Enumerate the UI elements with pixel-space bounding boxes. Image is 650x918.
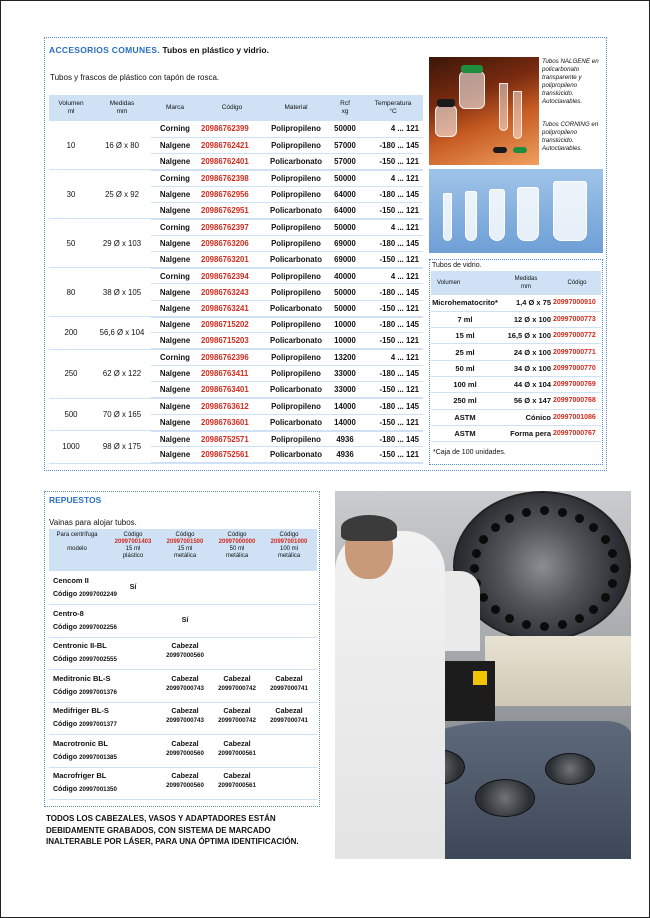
cell-temp: -180 ... 145 <box>363 365 423 381</box>
rep-cell: Cabezal 20997000742 <box>218 673 256 692</box>
cell-medidas: 25 Ø x 92 <box>93 170 151 219</box>
table-row <box>49 219 423 235</box>
rotor-hole-image <box>479 535 488 544</box>
cell-rcf: 13200 <box>327 349 363 365</box>
cell-marca: Nalgene <box>151 414 199 430</box>
cell-temp: -150 ... 121 <box>363 300 423 316</box>
cell-material: Polipropileno <box>265 365 327 381</box>
cell-codigo: 20986762421 <box>199 137 265 153</box>
cell-marca: Nalgene <box>151 284 199 300</box>
glass-tubes-note: *Caja de 100 unidades. <box>433 449 506 456</box>
cell-codigo: 20986763411 <box>199 365 265 381</box>
centrifuge-code: Código 20997001385 <box>53 753 117 761</box>
cell-codigo: 20997001086 <box>553 409 601 425</box>
rep-cell: Cabezal 20997000741 <box>270 673 308 692</box>
cell-volumen: 1000 <box>49 431 93 464</box>
centrifuge-model: Medifriger BL-S <box>53 706 109 715</box>
centrifuge-model: Macrotronic BL <box>53 738 109 748</box>
th-volumen: Volumen <box>431 271 499 295</box>
cell-medidas: 34 Ø x 100 <box>499 360 553 376</box>
cap-image <box>437 99 455 107</box>
rep-cell: Cabezal 20997000561 <box>218 738 256 757</box>
corning-tubes-photo <box>429 169 603 253</box>
rep-cell: Cabezal 20997000560 <box>166 738 204 757</box>
table-row <box>49 703 317 735</box>
th-volumen: Volumen ml <box>49 95 93 121</box>
rep-cell: Cabezal 20997000743 <box>166 706 204 724</box>
table-row <box>49 398 423 414</box>
cell-volumen: 250 <box>49 349 93 398</box>
corning-caption: Tubos CORNING en polipropileno translúcido. Autoclavables. <box>542 121 599 152</box>
cell-codigo: 20997000910 <box>553 295 601 311</box>
rotor-hole-image <box>522 620 531 629</box>
tube-image <box>465 191 477 241</box>
rotor-hole-image <box>472 549 481 558</box>
section-title-rest: Tubos en plástico y vidrio. <box>160 45 269 55</box>
cell-medidas: Forma pera <box>499 425 553 441</box>
cell-material: Polipropileno <box>265 349 327 365</box>
rep-cell: Cabezal 20997000741 <box>270 706 308 724</box>
rep-cell: Cabezal 20997000561 <box>218 771 256 789</box>
cell-temp: 4 ... 121 <box>363 170 423 186</box>
cell-temp: 4 ... 121 <box>363 349 423 365</box>
table-row <box>49 349 423 365</box>
cell-medidas: Cónico <box>499 409 553 425</box>
table-row <box>49 736 317 768</box>
cell-codigo: 20986763206 <box>199 235 265 251</box>
rotor-hole-image <box>601 593 610 602</box>
cell-rcf: 50000 <box>327 121 363 137</box>
table-row <box>431 311 601 327</box>
cell-temp: -150 ... 121 <box>363 447 423 463</box>
tube-image <box>513 91 522 139</box>
centrifuge-model: Macrofriger BL <box>53 771 107 780</box>
cell-rcf: 40000 <box>327 268 363 284</box>
section-title <box>49 45 269 55</box>
cell-codigo: 20986762396 <box>199 349 265 365</box>
glass-tubes-table <box>431 271 601 442</box>
cell-codigo: 20986762956 <box>199 186 265 202</box>
th-codigo: Código <box>553 271 601 295</box>
cell-material: Polipropileno <box>265 431 327 447</box>
cell-volumen: 80 <box>49 268 93 317</box>
rep-cell: Cabezal 20997000560 <box>166 771 204 789</box>
rotor-hole-image <box>479 593 488 602</box>
cell-rcf: 4936 <box>327 431 363 447</box>
cell-rcf: 64000 <box>327 202 363 218</box>
cell-medidas: 62 Ø x 122 <box>93 349 151 398</box>
cell-marca: Nalgene <box>151 251 199 267</box>
table-row <box>49 121 423 137</box>
rotor-hole-image <box>505 514 514 523</box>
rep-head-label: Para centrífuga modelo <box>56 532 98 552</box>
rotor-hole-image <box>608 579 617 588</box>
cell-codigo: 20997000772 <box>553 328 601 344</box>
cell-marca: Nalgene <box>151 186 199 202</box>
cell-marca: Nalgene <box>151 154 199 170</box>
tube-image <box>553 181 587 241</box>
cell-temp: -150 ... 121 <box>363 333 423 349</box>
cell-rcf: 14000 <box>327 398 363 414</box>
cell-medidas: 98 Ø x 175 <box>93 431 151 464</box>
cell-codigo: 20986763401 <box>199 382 265 398</box>
table-row <box>49 317 423 333</box>
rep-cell: Cabezal 20997000742 <box>218 706 256 724</box>
cell-volumen: 25 ml <box>431 344 499 360</box>
cell-codigo: 20986763241 <box>199 300 265 316</box>
tube-image <box>489 189 505 241</box>
centrifuge-code: Código 20997001350 <box>53 786 117 793</box>
cell-medidas: 1,4 Ø x 75 <box>499 295 553 311</box>
cell-rcf: 4936 <box>327 447 363 463</box>
rotor-hole-image <box>610 564 619 573</box>
rep-head-col: Código 20997001500 15 ml metálica <box>166 532 204 559</box>
rep-cell: Sí <box>129 582 137 591</box>
cell-material: Polipropileno <box>265 137 327 153</box>
cell-volumen: Microhematocrito* <box>431 295 499 311</box>
cell-material: Polipropileno <box>265 219 327 235</box>
cell-medidas: 12 Ø x 100 <box>499 311 553 327</box>
table-row <box>431 328 601 344</box>
cell-volumen: ASTM <box>431 409 499 425</box>
cell-volumen: 200 <box>49 317 93 350</box>
cell-volumen: 10 <box>49 121 93 170</box>
rotor-hole-image <box>522 508 531 517</box>
cell-marca: Nalgene <box>151 382 199 398</box>
cell-codigo: 20997000768 <box>553 393 601 409</box>
cell-material: Polipropileno <box>265 186 327 202</box>
cell-material: Policarbonato <box>265 447 327 463</box>
table-row <box>431 360 601 376</box>
cell-volumen: 15 ml <box>431 328 499 344</box>
cell-medidas: 16,5 Ø x 100 <box>499 328 553 344</box>
cell-material: Polipropileno <box>265 268 327 284</box>
centrifuge-code: Código 20997002555 <box>53 656 117 663</box>
cell-volumen: 30 <box>49 170 93 219</box>
cell-marca: Corning <box>151 268 199 284</box>
rotor-hole-image <box>491 605 500 614</box>
scientist-image <box>335 531 445 859</box>
cell-volumen: 50 ml <box>431 360 499 376</box>
cell-volumen: 7 ml <box>431 311 499 327</box>
cell-temp: -150 ... 121 <box>363 414 423 430</box>
cell-medidas: 24 Ø x 100 <box>499 344 553 360</box>
cell-temp: -180 ... 145 <box>363 398 423 414</box>
cell-codigo: 20986762397 <box>199 219 265 235</box>
cell-codigo: 20986752571 <box>199 431 265 447</box>
cell-marca: Nalgene <box>151 317 199 333</box>
cell-codigo: 20986762399 <box>199 121 265 137</box>
cell-temp: 4 ... 121 <box>363 268 423 284</box>
cell-temp: -180 ... 145 <box>363 284 423 300</box>
cell-medidas: 16 Ø x 80 <box>93 121 151 170</box>
cell-marca: Nalgene <box>151 447 199 463</box>
th-material: Material <box>265 95 327 121</box>
rotor-hole-image <box>558 508 567 517</box>
table-row <box>49 671 317 703</box>
rotor-hole-image <box>470 564 479 573</box>
cell-material: Policarbonato <box>265 300 327 316</box>
cell-codigo: 20997000769 <box>553 376 601 392</box>
cell-medidas: 70 Ø x 165 <box>93 398 151 431</box>
repuestos-subtitle: Vainas para alojar tubos. <box>49 518 137 527</box>
centrifuge-code: Código 20997001376 <box>53 688 117 696</box>
cell-rcf: 50000 <box>327 300 363 316</box>
rep-head-col: Código 20997000000 50 ml metálica <box>218 532 256 559</box>
cell-volumen: 500 <box>49 398 93 431</box>
cell-codigo: 20997000771 <box>553 344 601 360</box>
cell-codigo: 20997000773 <box>553 311 601 327</box>
nalgene-tubes-photo <box>429 57 539 165</box>
table-row <box>431 409 601 425</box>
cell-marca: Nalgene <box>151 365 199 381</box>
cell-temp: 4 ... 121 <box>363 121 423 137</box>
section-title-highlight: ACCESORIOS COMUNES. <box>49 45 161 55</box>
rotor-hole-image <box>589 605 598 614</box>
cell-codigo: 20997000770 <box>553 360 601 376</box>
cell-rcf: 50000 <box>327 284 363 300</box>
cell-material: Polipropileno <box>265 317 327 333</box>
cell-codigo: 20997000767 <box>553 425 601 441</box>
cell-medidas: 44 Ø x 104 <box>499 376 553 392</box>
cell-codigo: 20986762398 <box>199 170 265 186</box>
rotor-hole-image <box>601 535 610 544</box>
centrifuge-code: Código 20997001377 <box>53 721 117 728</box>
cell-material: Policarbonato <box>265 414 327 430</box>
tube-image <box>517 187 539 241</box>
rotor-hole-image <box>491 523 500 532</box>
th-temperatura: Temperatura °C <box>363 95 423 121</box>
cell-medidas: 38 Ø x 105 <box>93 268 151 317</box>
table-row <box>49 170 423 186</box>
rep-cell: Cabezal 20997000743 <box>166 673 204 692</box>
cell-rcf: 33000 <box>327 382 363 398</box>
cell-material: Policarbonato <box>265 333 327 349</box>
centrifuge-model: Centronic II-BL <box>53 641 107 650</box>
rotor-hole-image <box>505 614 514 623</box>
table-header-row <box>431 271 601 295</box>
cell-marca: Nalgene <box>151 137 199 153</box>
table-row <box>431 295 601 311</box>
cell-volumen: 250 ml <box>431 393 499 409</box>
cell-material: Polipropileno <box>265 284 327 300</box>
bottle-image <box>435 105 457 137</box>
cell-volumen: 50 <box>49 219 93 268</box>
cell-marca: Nalgene <box>151 398 199 414</box>
table-row <box>431 393 601 409</box>
cap-image <box>493 147 507 153</box>
cell-temp: -150 ... 121 <box>363 202 423 218</box>
cell-rcf: 64000 <box>327 186 363 202</box>
th-medidas: Medidas mm <box>499 271 553 295</box>
cell-temp: -150 ... 121 <box>363 154 423 170</box>
rotor-image <box>475 779 535 817</box>
tube-image <box>443 193 452 241</box>
cell-codigo: 20986763612 <box>199 398 265 414</box>
cell-marca: Corning <box>151 219 199 235</box>
cell-codigo: 20986752561 <box>199 447 265 463</box>
centrifuge-model: Centro-8 <box>53 608 84 618</box>
cell-rcf: 57000 <box>327 137 363 153</box>
cell-material: Polipropileno <box>265 170 327 186</box>
cell-material: Policarbonato <box>265 251 327 267</box>
cell-codigo: 20986762401 <box>199 154 265 170</box>
cap-image <box>513 147 527 153</box>
engraving-note: TODOS LOS CABEZALES, VASOS Y ADAPTADORES ESTÁN DEBIDAMENTE GRABADOS, CON SISTEMA DE MARCADO INALTERABLE POR LÁSER, PARA UNA ÓPTIMA IDENTIFICACIÓN. <box>46 814 299 846</box>
cell-marca: Nalgene <box>151 300 199 316</box>
table-row <box>49 638 317 670</box>
cell-temp: 4 ... 121 <box>363 219 423 235</box>
table-header-row <box>49 95 423 121</box>
table-row <box>431 425 601 441</box>
rep-head-col: Código 20997001000 100 ml metálica <box>270 532 308 559</box>
table-row <box>49 573 317 605</box>
cell-medidas: 56,6 Ø x 104 <box>93 317 151 350</box>
cell-rcf: 10000 <box>327 333 363 349</box>
centrifuge-code: Código 20997002249 <box>53 591 117 598</box>
cell-marca: Nalgene <box>151 235 199 251</box>
rep-cell: Cabezal 20997000560 <box>166 641 204 659</box>
th-codigo: Código <box>199 95 265 121</box>
cell-temp: -180 ... 145 <box>363 431 423 447</box>
cell-marca: Corning <box>151 349 199 365</box>
cell-temp: -180 ... 145 <box>363 235 423 251</box>
table-row <box>431 376 601 392</box>
table-row <box>49 268 423 284</box>
rotor-hole-image <box>540 622 549 631</box>
cell-marca: Corning <box>151 121 199 137</box>
cell-rcf: 14000 <box>327 414 363 430</box>
cell-codigo: 20986763201 <box>199 251 265 267</box>
cell-marca: Nalgene <box>151 431 199 447</box>
cell-rcf: 33000 <box>327 365 363 381</box>
laboratory-photo <box>335 491 631 859</box>
glass-tubes-title: Tubos de vidrio. <box>432 262 482 269</box>
plastic-tubes-table <box>49 95 423 464</box>
rotor-hole-image <box>589 523 598 532</box>
cell-rcf: 10000 <box>327 317 363 333</box>
cell-marca: Nalgene <box>151 333 199 349</box>
cell-material: Polipropileno <box>265 235 327 251</box>
table-row <box>431 344 601 360</box>
cell-codigo: 20986715202 <box>199 317 265 333</box>
bottle-image <box>459 71 485 109</box>
cell-material: Policarbonato <box>265 382 327 398</box>
cell-temp: -180 ... 145 <box>363 186 423 202</box>
cell-rcf: 69000 <box>327 251 363 267</box>
cell-temp: -180 ... 145 <box>363 137 423 153</box>
rotor-image <box>545 753 595 785</box>
rotor-hole-image <box>575 514 584 523</box>
centrifuge-model: Meditronic BL-S <box>53 673 111 683</box>
cell-volumen: 100 ml <box>431 376 499 392</box>
cell-temp: -180 ... 145 <box>363 317 423 333</box>
th-marca: Marca <box>151 95 199 121</box>
cell-medidas: 56 Ø x 147 <box>499 393 553 409</box>
cell-material: Policarbonato <box>265 154 327 170</box>
cell-material: Policarbonato <box>265 202 327 218</box>
scientist-hair-image <box>341 515 397 541</box>
cell-material: Polipropileno <box>265 398 327 414</box>
rep-cell: Sí <box>181 614 189 624</box>
cell-marca: Nalgene <box>151 202 199 218</box>
cell-rcf: 69000 <box>327 235 363 251</box>
centrifuge-image <box>485 636 631 706</box>
table-row <box>49 768 317 800</box>
repuestos-header <box>49 529 317 571</box>
laser-warning-icon <box>473 671 487 685</box>
cell-codigo: 20986762951 <box>199 202 265 218</box>
rotor-hole-image <box>575 614 584 623</box>
cell-temp: -150 ... 121 <box>363 382 423 398</box>
cell-volumen: ASTM <box>431 425 499 441</box>
centrifuge-model: Cencom II <box>53 576 89 585</box>
cell-medidas: 29 Ø x 103 <box>93 219 151 268</box>
repuestos-title: REPUESTOS <box>49 495 102 505</box>
cell-rcf: 57000 <box>327 154 363 170</box>
rotor-hole-image <box>558 620 567 629</box>
cap-image <box>461 65 483 73</box>
cell-temp: -150 ... 121 <box>363 251 423 267</box>
th-medidas: Medidas mm <box>93 95 151 121</box>
centrifuge-code: Código 20997002256 <box>53 623 117 631</box>
cell-marca: Corning <box>151 170 199 186</box>
tube-image <box>499 83 508 131</box>
rotor-hole-image <box>608 549 617 558</box>
cell-material: Polipropileno <box>265 121 327 137</box>
rep-head-col: Código 20997001403 15 ml plástico <box>114 532 152 559</box>
th-rcf: Rcf xg <box>327 95 363 121</box>
plastic-tubes-subtitle: Tubos y frascos de plástico con tapón de rosca. <box>50 73 220 82</box>
cell-codigo: 20986762394 <box>199 268 265 284</box>
table-row <box>49 431 423 447</box>
cell-rcf: 50000 <box>327 219 363 235</box>
nalgene-caption: Tubos NALGENE en policarbonato transparente y polipropileno translúcido. Autoclavables. <box>542 58 599 105</box>
cell-codigo: 20986763243 <box>199 284 265 300</box>
cell-codigo: 20986763601 <box>199 414 265 430</box>
cell-rcf: 50000 <box>327 170 363 186</box>
cell-codigo: 20986715203 <box>199 333 265 349</box>
rotor-hole-image <box>540 506 549 515</box>
table-row <box>49 606 317 638</box>
